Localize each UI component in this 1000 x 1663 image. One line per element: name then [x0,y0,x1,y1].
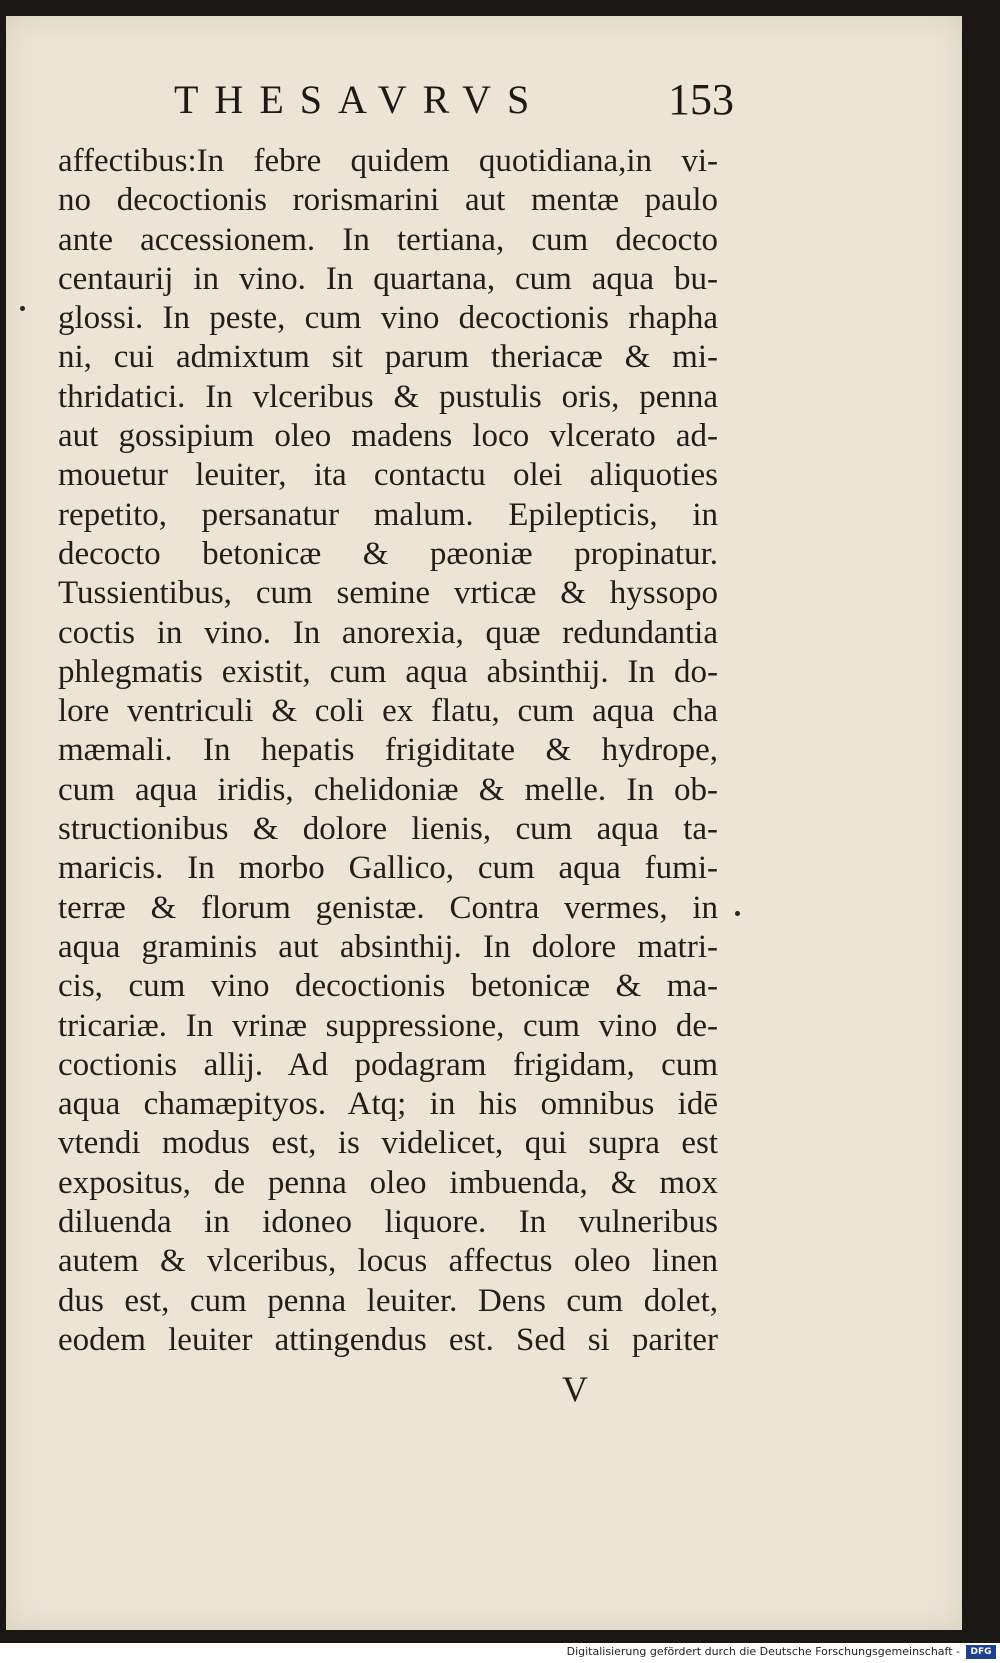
text-line: autem & vlceribus, locus affectus oleo linen [58,1243,718,1280]
text-line: aut gossipium oleo madens loco vlcerato ad- [58,418,718,455]
text-line: dus est, cum penna leuiter. Dens cum dolet, [58,1282,718,1319]
text-line: phlegmatis existit, cum aqua absinthij. In do- [58,653,718,690]
text-line: mæmali. In hepatis frigiditate & hydrope, [58,732,718,769]
text-line: thridatici. In vlceribus & pustulis oris, penna [58,378,718,415]
text-line: affectibus:In febre quidem quotidiana,in vi- [58,143,718,179]
text-line: mouetur leuiter, ita contactu olei aliquoties [58,457,718,494]
footer-bar [0,1643,1000,1663]
text-line: aqua graminis aut absinthij. In dolore matri- [58,928,718,965]
body-text [58,142,718,1360]
text-line: no decoctionis rorismarini aut mentæ paulo [58,182,718,219]
margin-mark-dot [735,911,740,916]
page-header [174,76,734,136]
text-line: vtendi modus est, is videlicet, qui supra est [58,1125,718,1162]
digitization-credit: Digitalisierung gefördert durch die Deutsche Forschungsgemeinschaft - [566,1645,960,1658]
margin-mark-dot [20,306,25,311]
text-line: cum aqua iridis, chelidoniæ & melle. In ob- [58,771,718,808]
catchword: V [562,1369,588,1409]
text-line: ni, cui admixtum sit parum theriacæ & mi- [58,339,718,376]
text-line: centaurij in vino. In quartana, cum aqua bu- [58,260,718,297]
text-line: aqua chamæpityos. Atq; in his omnibus idē [58,1086,718,1123]
book-page [6,16,962,1630]
text-line: repetito, persanatur malum. Epilepticis, in [58,496,718,533]
text-line: cis, cum vino decoctionis betonicæ & ma- [58,968,718,1005]
page-number: 153 [668,75,734,124]
text-line: maricis. In morbo Gallico, cum aqua fumi- [58,850,718,887]
text-line: tricariæ. In vrinæ suppressione, cum vino de- [58,1007,718,1044]
text-line: terræ & florum genistæ. Contra vermes, in [58,889,718,926]
text-line: Tussientibus, cum semine vrticæ & hyssopo [58,575,718,612]
dfg-logo-icon: DFG [966,1645,996,1659]
running-title: THESAVRVS [174,77,546,122]
text-line: structionibus & dolore lienis, cum aqua ta- [58,811,718,848]
text-line: eodem leuiter attingendus est. Sed si pariter [58,1321,718,1358]
text-line: lore ventriculi & coli ex flatu, cum aqua cha [58,693,718,730]
text-line: expositus, de penna oleo imbuenda, & mox [58,1164,718,1201]
text-line: glossi. In peste, cum vino decoctionis rhapha [58,300,718,337]
text-line: coctis in vino. In anorexia, quæ redundantia [58,614,718,651]
text-line: ante accessionem. In tertiana, cum decocto [58,221,718,258]
text-line: decocto betonicæ & pæoniæ propinatur. [58,535,718,572]
text-line: coctionis allij. Ad podagram frigidam, cum [58,1046,718,1083]
text-line: diluenda in idoneo liquore. In vulneribus [58,1204,718,1241]
